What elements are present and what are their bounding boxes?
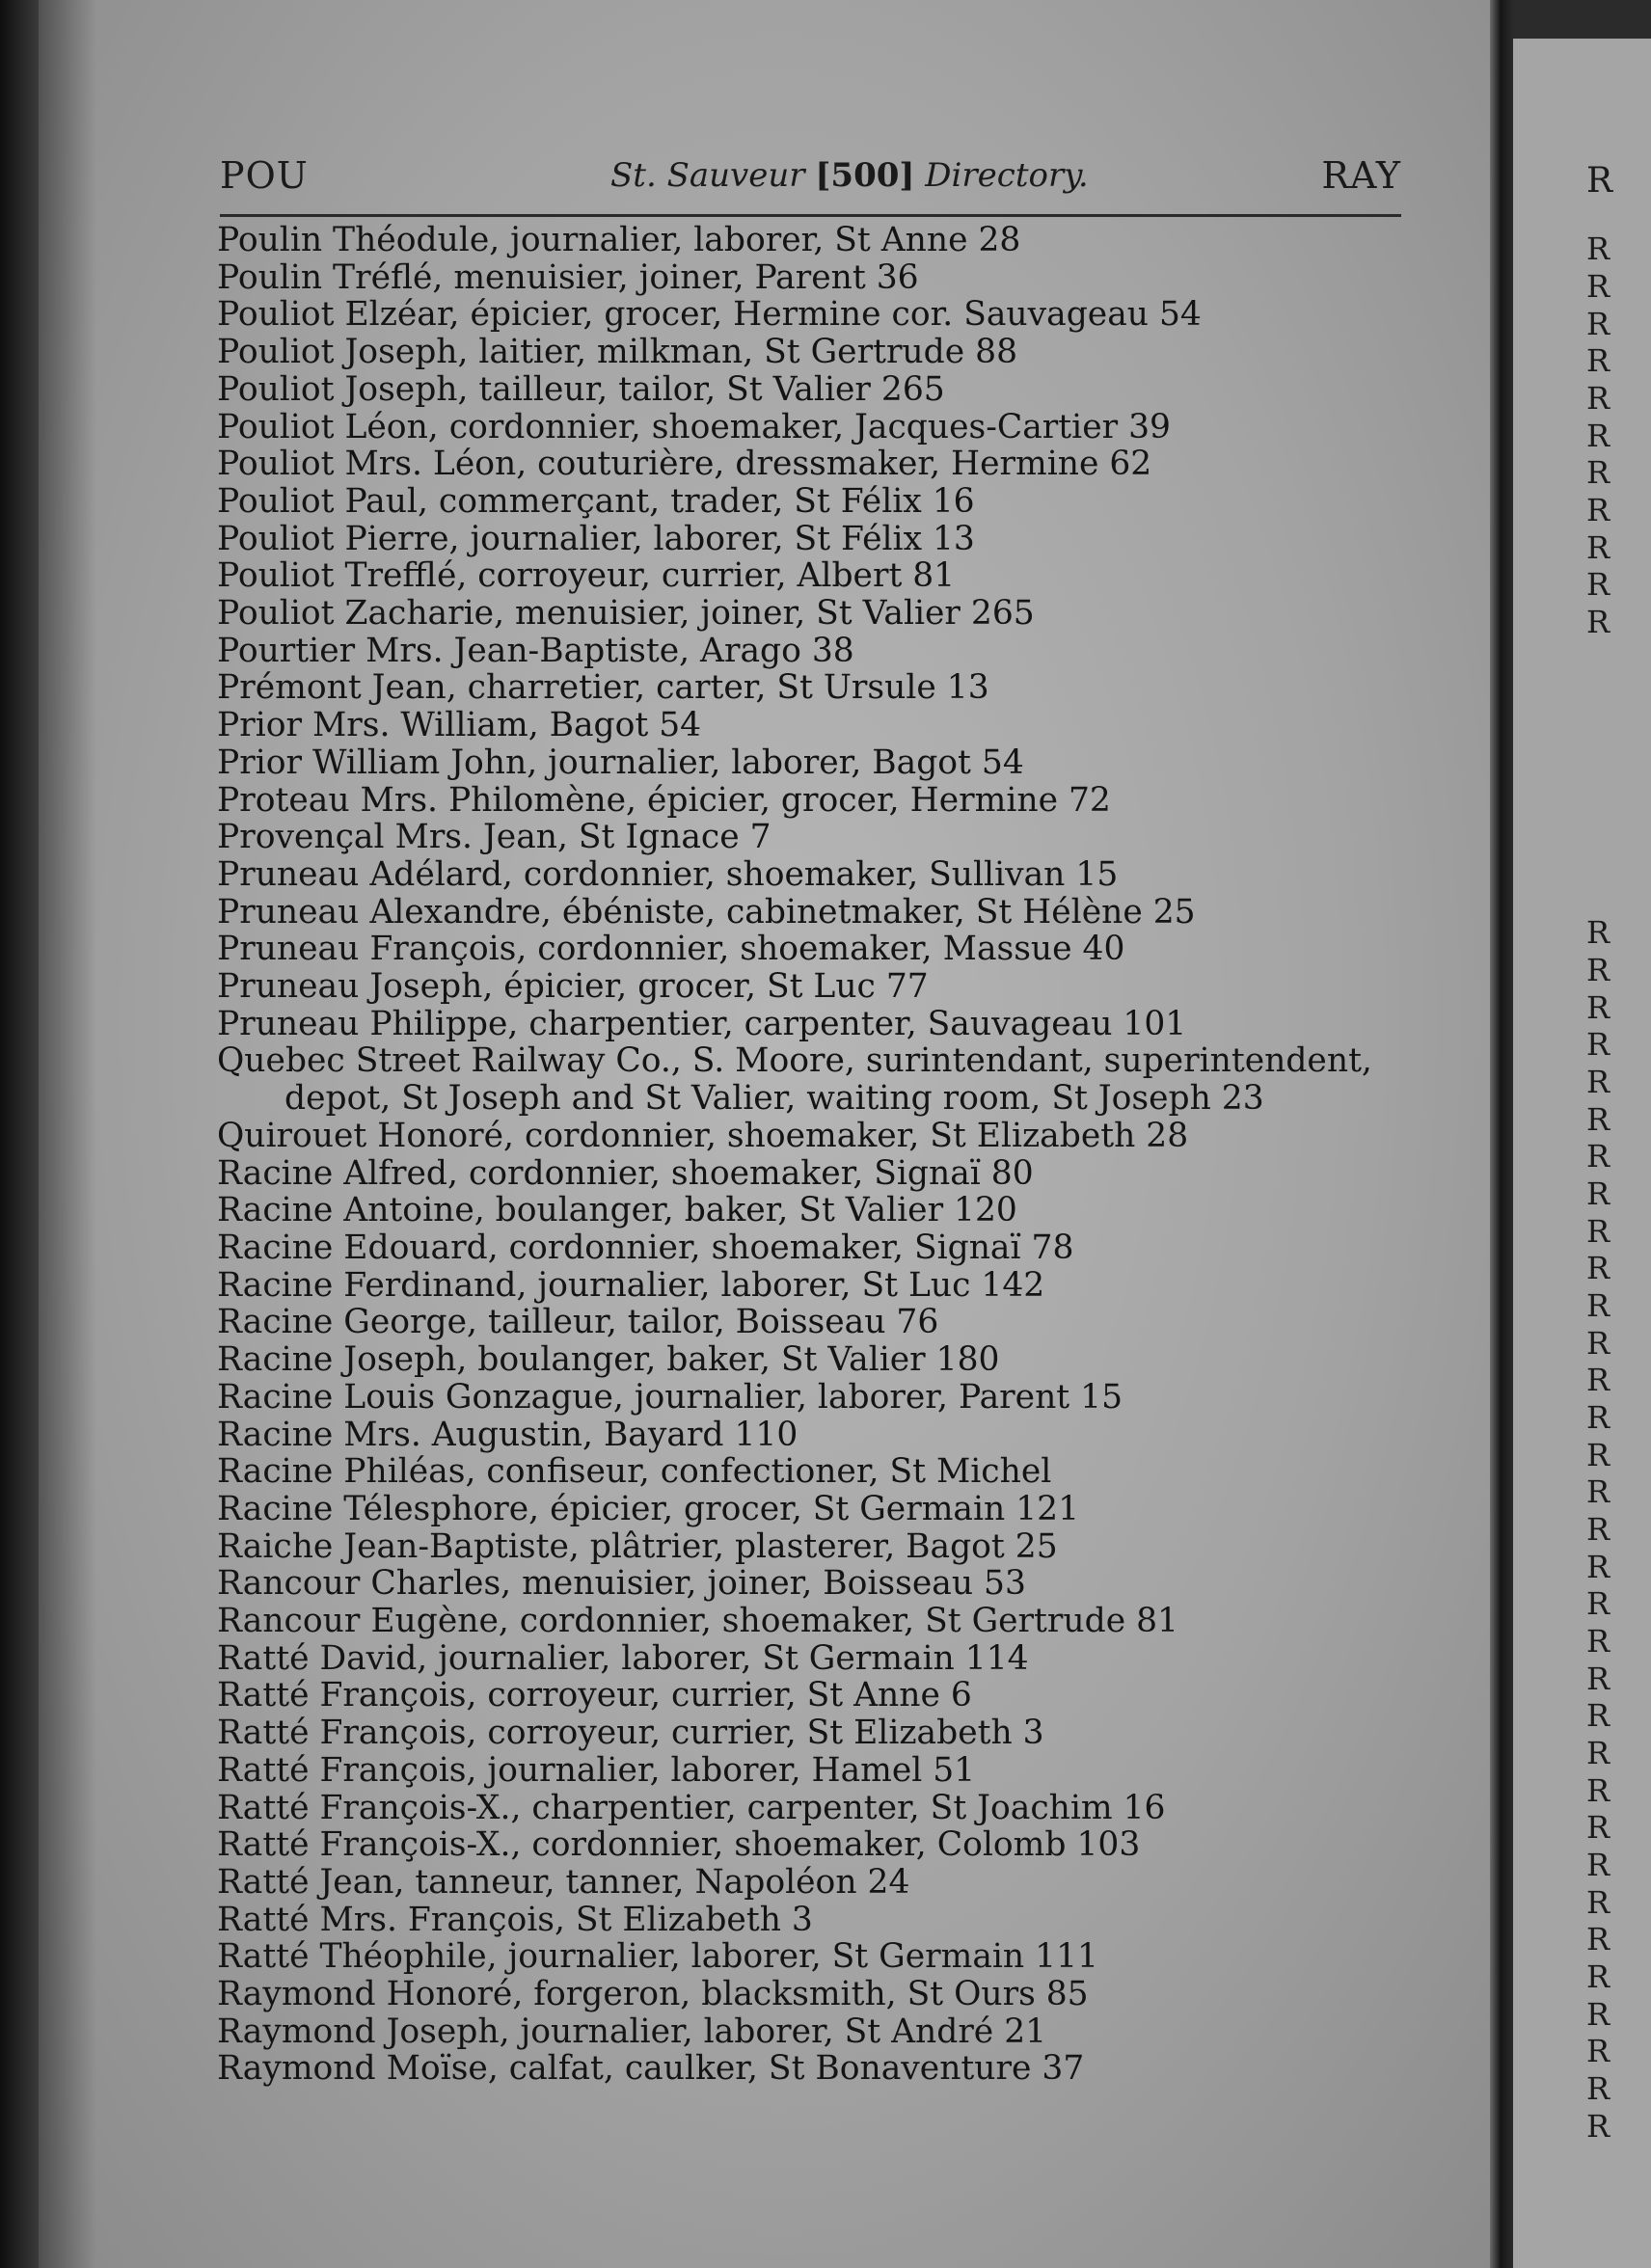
- directory-entry: Rancour Charles, menuisier, joiner, Boisseau 53: [217, 1564, 1026, 1604]
- facing-page-letter: R: [1586, 1026, 1610, 1063]
- directory-entry: Pruneau Adélard, cordonnier, shoemaker, Sullivan 15: [217, 854, 1119, 894]
- directory-entry: Provençal Mrs. Jean, St Ignace 7: [217, 818, 771, 857]
- facing-page-letter: R: [1586, 1511, 1610, 1548]
- directory-entry: Pouliot Paul, commerçant, trader, St Félix 16: [217, 481, 975, 521]
- directory-entry: Ratté Jean, tanneur, tanner, Napoléon 24: [217, 1862, 910, 1902]
- facing-page-letter: R: [1586, 1884, 1610, 1921]
- facing-page-letter: R: [1586, 492, 1610, 528]
- directory-entry: Racine Edouard, cordonnier, shoemaker, Signaï 78: [217, 1228, 1074, 1267]
- page-number: [500]: [815, 156, 915, 195]
- facing-page-letter: R: [1586, 1175, 1610, 1212]
- facing-page-letter: R: [1586, 306, 1610, 342]
- facing-page-letter: R: [1586, 1287, 1610, 1324]
- directory-entry: Prior William John, journalier, laborer, Bagot 54: [217, 742, 1024, 782]
- header-title-prefix: St. Sauveur: [610, 156, 816, 195]
- facing-page-letter: R: [1586, 454, 1610, 491]
- facing-page-letter: R: [1586, 342, 1610, 379]
- directory-entry: Racine Télesphore, épicier, grocer, St Germain 121: [217, 1489, 1080, 1528]
- facing-page-letter: R: [1586, 1549, 1610, 1585]
- directory-entry: Racine George, tailleur, tailor, Boisseau 76: [217, 1303, 939, 1342]
- directory-entry: Pruneau Philippe, charpentier, carpenter, Sauvageau 101: [217, 1004, 1187, 1043]
- facing-page-letter: R: [1586, 1325, 1610, 1362]
- facing-page-letter: R: [1586, 1958, 1610, 1995]
- directory-entry: Quirouet Honoré, cordonnier, shoemaker, St Elizabeth 28: [217, 1116, 1189, 1155]
- facing-page-letter: R: [1586, 1585, 1610, 1622]
- facing-page-letter: R: [1586, 1735, 1610, 1771]
- directory-entry: Ratté David, journalier, laborer, St Germain 114: [217, 1638, 1029, 1678]
- facing-page-edge: [1513, 0, 1651, 2268]
- directory-entry-continuation: depot, St Joseph and St Valier, waiting room, St Joseph 23: [284, 1079, 1264, 1119]
- facing-page-letter: R: [1586, 2070, 1610, 2107]
- directory-entry: Raymond Moïse, calfat, caulker, St Bonaventure 37: [217, 2049, 1085, 2089]
- header-right-guide-word: RAY: [1321, 154, 1401, 197]
- directory-entry: Pouliot Joseph, laitier, milkman, St Gertrude 88: [217, 333, 1018, 372]
- header-left-guide-word: POU: [220, 154, 309, 197]
- book-gutter: [1490, 0, 1513, 2268]
- facing-page-letter: R: [1586, 380, 1610, 417]
- facing-page-letter: R: [1586, 1623, 1610, 1660]
- facing-page-letter: R: [1586, 2108, 1610, 2145]
- page-binding-shadow: [39, 0, 96, 2268]
- directory-entry: Pouliot Zacharie, menuisier, joiner, St Valier 265: [217, 594, 1035, 634]
- directory-entry: Pruneau François, cordonnier, shoemaker, Massue 40: [217, 930, 1125, 969]
- directory-entry: Ratté Théophile, journalier, laborer, St Germain 111: [217, 1937, 1098, 1977]
- directory-entry: Pouliot Trefflé, corroyeur, currier, Albert 81: [217, 556, 956, 596]
- directory-entry: Ratté François, corroyeur, currier, St Elizabeth 3: [217, 1714, 1044, 1753]
- directory-entry: Racine Joseph, boulanger, baker, St Valier 180: [217, 1340, 1000, 1380]
- facing-page-letter: R: [1586, 230, 1610, 267]
- facing-page-letter: R: [1586, 1473, 1610, 1510]
- facing-page-letter: R: [1586, 418, 1610, 454]
- directory-entry: Quebec Street Railway Co., S. Moore, surintendant, superintendent,: [217, 1041, 1372, 1081]
- directory-entry: Raymond Joseph, journalier, laborer, St André 21: [217, 2012, 1047, 2051]
- directory-entry: Racine Antoine, boulanger, baker, St Valier 120: [217, 1191, 1017, 1230]
- directory-entry: Prior Mrs. William, Bagot 54: [217, 706, 702, 745]
- header-title-suffix: Directory.: [914, 156, 1089, 195]
- directory-entry: Pruneau Joseph, épicier, grocer, St Luc 77: [217, 967, 929, 1007]
- facing-page-letter: R: [1586, 1996, 1610, 2033]
- facing-page-letter: R: [1586, 1362, 1610, 1398]
- directory-entry: Pruneau Alexandre, ébéniste, cabinetmaker, St Hélène 25: [217, 892, 1196, 932]
- facing-page-letter: R: [1586, 566, 1610, 603]
- book-spine-edge: [0, 0, 39, 2268]
- directory-entry: Pouliot Léon, cordonnier, shoemaker, Jacques-Cartier 39: [217, 407, 1171, 446]
- facing-page-letter: R: [1586, 2033, 1610, 2069]
- directory-entry: Racine Philéas, confiseur, confectioner, St Michel: [217, 1452, 1052, 1492]
- directory-entry: Ratté François, corroyeur, currier, St Anne 6: [217, 1676, 972, 1715]
- facing-page-letter: R: [1586, 529, 1610, 566]
- facing-page-letter: R: [1586, 604, 1610, 640]
- directory-entry: Pourtier Mrs. Jean-Baptiste, Arago 38: [217, 631, 854, 670]
- facing-page-letter: R: [1586, 914, 1610, 951]
- facing-page-letter: R: [1586, 1697, 1610, 1734]
- directory-entry: Pouliot Elzéar, épicier, grocer, Hermine cor. Sauvageau 54: [217, 295, 1202, 335]
- facing-page-top-shadow: [1513, 0, 1651, 39]
- facing-page-letter: R: [1586, 1064, 1610, 1100]
- facing-page-letter: R: [1586, 268, 1610, 305]
- facing-page-letter: R: [1586, 1399, 1610, 1436]
- facing-page-letter: R: [1586, 1772, 1610, 1809]
- facing-page-letter: R: [1586, 1921, 1610, 1958]
- directory-entry: Ratté François, journalier, laborer, Hamel 51: [217, 1750, 976, 1790]
- directory-entries: [217, 222, 1432, 2088]
- facing-page-letter: R: [1586, 952, 1610, 988]
- facing-page-letter: R: [1586, 989, 1610, 1026]
- directory-entry: Prémont Jean, charretier, carter, St Ursule 13: [217, 668, 989, 708]
- facing-page-letter: R: [1586, 1437, 1610, 1473]
- directory-entry: Rancour Eugène, cordonnier, shoemaker, St Gertrude 81: [217, 1602, 1178, 1641]
- directory-entry: Proteau Mrs. Philomène, épicier, grocer, Hermine 72: [217, 780, 1111, 820]
- directory-entry: Ratté Mrs. François, St Elizabeth 3: [217, 1900, 813, 1939]
- directory-entry: Poulin Théodule, journalier, laborer, St Anne 28: [217, 221, 1021, 259]
- facing-page-letter: R: [1586, 1809, 1610, 1846]
- directory-entry: Ratté François-X., cordonnier, shoemaker, Colomb 103: [217, 1825, 1141, 1865]
- facing-page-letter: R: [1586, 1847, 1610, 1883]
- facing-page-letter: R: [1586, 1213, 1610, 1250]
- directory-entry: Racine Alfred, cordonnier, shoemaker, Signaï 80: [217, 1153, 1034, 1193]
- facing-page-header-letter: R: [1586, 161, 1613, 201]
- facing-page-letter: R: [1586, 1250, 1610, 1286]
- directory-entry: Pouliot Joseph, tailleur, tailor, St Valier 265: [217, 369, 945, 409]
- directory-entry: Pouliot Pierre, journalier, laborer, St Félix 13: [217, 519, 975, 558]
- facing-page-letter: R: [1586, 1138, 1610, 1174]
- page-header: [220, 154, 1401, 208]
- facing-page-letter: R: [1586, 1660, 1610, 1697]
- header-title: [610, 156, 1089, 195]
- facing-page-letter: R: [1586, 1101, 1610, 1138]
- directory-entry: Racine Louis Gonzague, journalier, laborer, Parent 15: [217, 1377, 1123, 1417]
- directory-entry: Raiche Jean-Baptiste, plâtrier, plasterer, Bagot 25: [217, 1526, 1058, 1566]
- directory-entry: Racine Mrs. Augustin, Bayard 110: [217, 1415, 798, 1454]
- directory-entry: Raymond Honoré, forgeron, blacksmith, St Ours 85: [217, 1975, 1089, 2014]
- directory-entry: Pouliot Mrs. Léon, couturière, dressmaker, Hermine 62: [217, 445, 1152, 484]
- directory-entry: Ratté François-X., charpentier, carpenter, St Joachim 16: [217, 1788, 1166, 1827]
- directory-entry: Racine Ferdinand, journalier, laborer, St Luc 142: [217, 1265, 1045, 1305]
- directory-entry: Poulin Tréflé, menuisier, joiner, Parent 36: [217, 257, 919, 297]
- header-rule: [220, 214, 1401, 217]
